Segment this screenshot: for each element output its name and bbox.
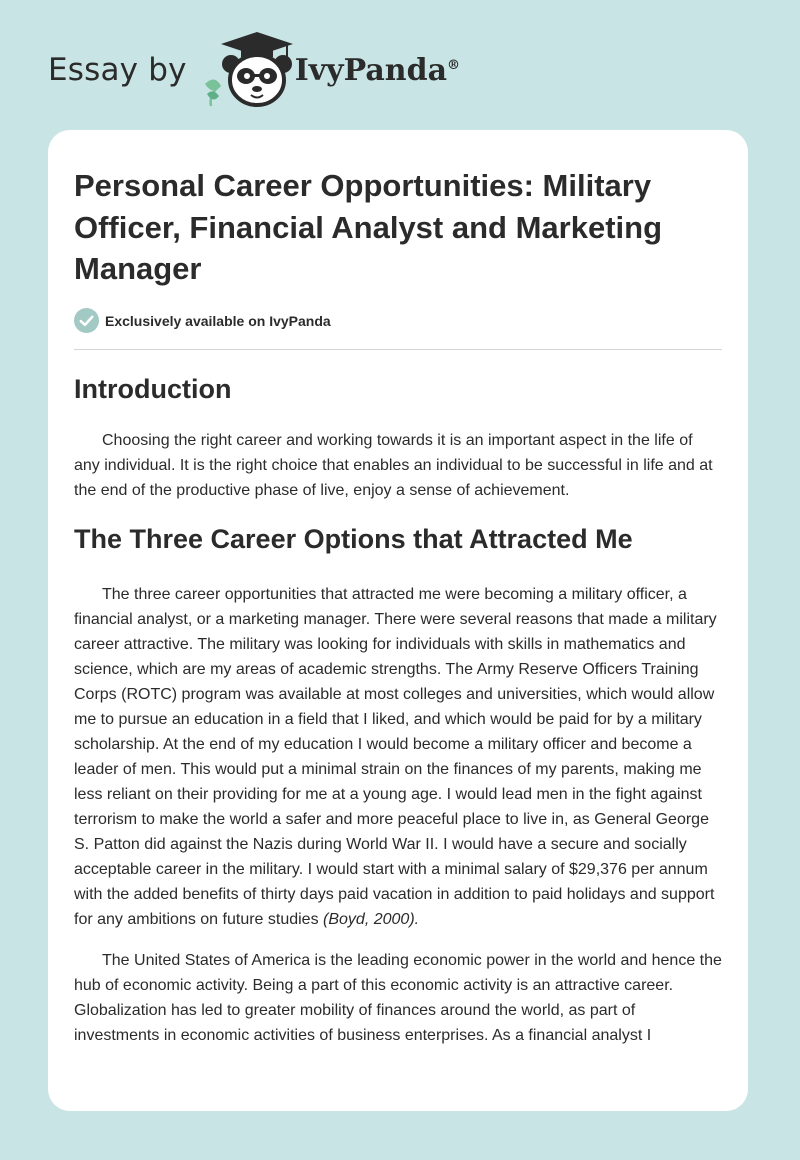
essay-card bbox=[48, 130, 748, 1111]
check-circle-icon bbox=[74, 308, 99, 333]
brand-prefix: Essay by bbox=[48, 52, 187, 88]
brand-header bbox=[48, 30, 460, 110]
intro-paragraph: Choosing the right career and working towards it is an important aspect in the life of any individual. It is the right choice that enables an individual to be successful in life and at the end of the productive phase of live, enjoy a sense of achievement. bbox=[74, 431, 713, 499]
economy-paragraph: The United States of America is the leading economic power in the world and hence the hub of economic activity. Being a part of this economic activity is an attractive career. Globalization has led to greater mobility of finances around the world, as part of investments in economic activities of business enterprises. As a financial analyst I bbox=[74, 951, 722, 1044]
section-heading-introduction: Introduction bbox=[74, 373, 232, 404]
section-heading-career-options: The Three Career Options that Attracted Me bbox=[74, 523, 633, 554]
exclusive-badge bbox=[74, 308, 722, 334]
brand-name: IvyPanda® bbox=[294, 52, 461, 88]
career-paragraph bbox=[74, 582, 722, 932]
divider bbox=[74, 349, 722, 350]
citation: (Boyd, 2000). bbox=[323, 910, 420, 928]
panda-graduate-icon bbox=[201, 30, 293, 110]
career-paragraph-text: The three career opportunities that attracted me were becoming a military officer, a financial analyst, or a marketing manager. There were several reasons that made a military career attractive. The military was looking for individuals with skills in mathematics and science, which are my areas of academic strengths. The Army Reserve Officers Training Corps (ROTC) program was available at most colleges and universities, which would allow me to pursue an education in a field that I liked, and which would be paid for by a military scholarship. At the end of my education I would become a military officer and become a leader of men. This would put a minimal strain on the finances of my parents, making me less reliant on their providing for me at a young age. I would lead men in the fight against terrorism to make the world a safer and more peaceful place to live in, as General George S. Patton did against the Nazis during World War II. I would have a secure and socially acceptable career in the military. I would start with a minimal salary of $29,376 per annum with the added benefits of thirty days paid vacation in addition to paid holidays and support for any ambitions on future studies bbox=[74, 585, 717, 928]
essay-title: Personal Career Opportunities: Military Officer, Financial Analyst and Marketing Manager bbox=[74, 168, 663, 286]
exclusive-label: Exclusively available on IvyPanda bbox=[105, 312, 331, 329]
